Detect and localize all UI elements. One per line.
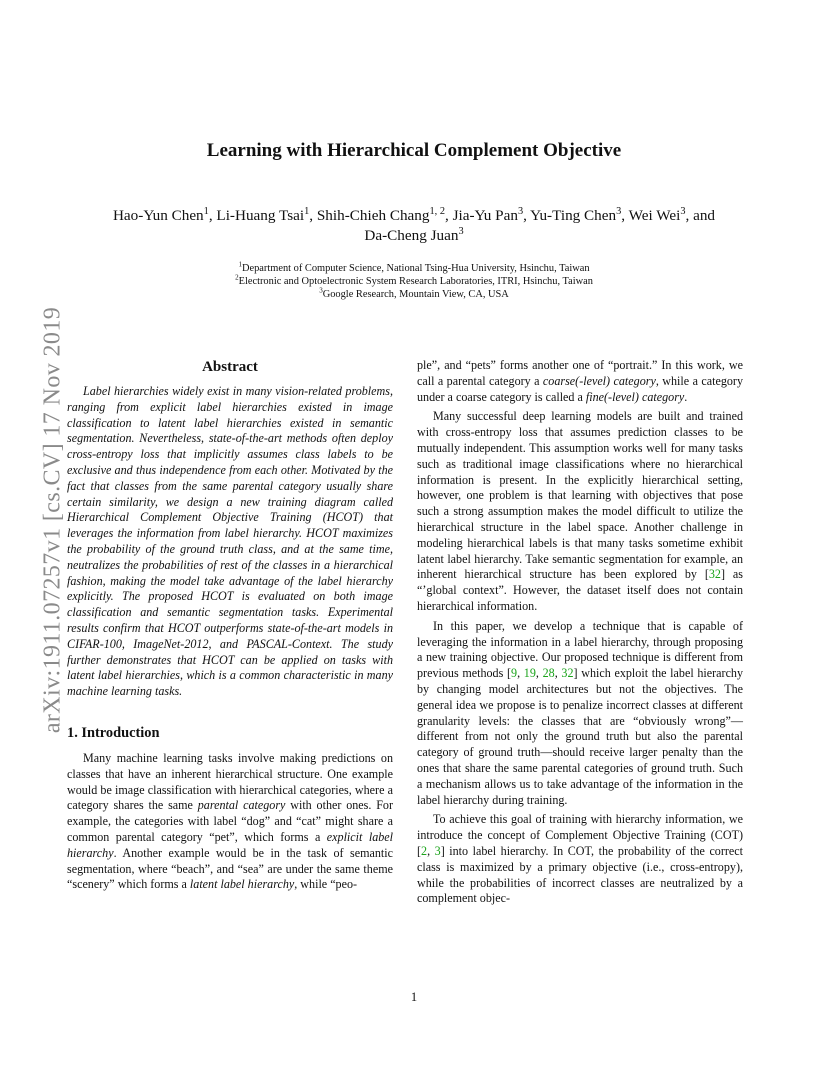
body-paragraph — [417, 619, 743, 809]
text-run: To achieve this goal of training with hierarchy information, we introduce the concept of Complement Objective Training (COT) [ — [417, 812, 743, 858]
intro-paragraph — [67, 751, 393, 893]
emphasis: parental category — [197, 798, 286, 813]
text-run: ple”, and “pets” forms another one of “portrait.” In this work, we call a parental category a — [417, 358, 743, 388]
text-run: Many machine learning tasks involve making predictions on classes that have an inherent hierarchical structure. One example would be image classification with hierarchical categories, where a category shares the same — [67, 750, 393, 813]
author-name: Yu-Ting Chen — [530, 207, 617, 224]
body-paragraph — [417, 812, 743, 907]
text-run: ] which exploit the label hierarchy by changing model architectures but not the objectives. The general idea we propose is to penalize incorrect classes at different granularity levels: the classes that are “obviously wrong”—different from not only the ground truth but also the parental category of ground truth—should receive larger penalty than the ones that share the same parental categories of ground truth. Such a mechanism allows us to take advantage of the information in the label hierarchy during training. — [417, 666, 744, 807]
body-paragraph — [417, 358, 743, 405]
author-name: Hao-Yun Chen — [112, 207, 204, 224]
author-affiliation-mark: 1 — [304, 205, 310, 217]
text-run: In this paper, we develop a technique that is capable of leveraging the information in a label hierarchy, through proposing a new training objective. Our proposed technique is different from previous methods [ — [417, 618, 743, 681]
right-column — [417, 358, 743, 911]
author-affiliation-mark: 3 — [680, 205, 686, 217]
text-run: , — [535, 666, 543, 681]
author-affiliation-mark: 3 — [458, 225, 464, 237]
emphasis: latent label hierarchy — [189, 877, 295, 892]
text-run: ] into label hierarchy. In COT, the probability of the correct class is maximized by a primary objective (i.e., cross-entropy), while the probabilities of incorrect classes are neutralized by a complement objec- — [417, 843, 744, 906]
citation-link[interactable]: 2 — [421, 843, 428, 858]
affiliation-line — [80, 288, 748, 301]
citation-link[interactable]: 3 — [434, 843, 441, 858]
arxiv-identifier-text: arXiv:1911.07257v1 [cs.CV] 17 Nov 2019 — [39, 306, 66, 734]
author-affiliation-mark: 1 — [203, 205, 209, 217]
text-run: , while a category under a coarse category is called a — [417, 373, 743, 404]
abstract-text: Label hierarchies widely exist in many vision-related problems, ranging from explicit label hierarchies existed in image classification to latent label hierarchies existed in semantic segmentation. Nevertheless, state-of-the-art methods often deploy cross-entropy loss that implicitly assumes class labels to be exclusive and thus independence from each other. Motivated by the fact that classes from the same parental category usually share certain similarity, we design a new training diagram called Hierarchical Complement Objective Training (HCOT) that leverages the information from label hierarchy. HCOT maximizes the probability of the ground truth class, and at the same time, neutralizes the probabilities of rest of the classes in a hierarchical fashion, making the model take advantage of the label hierarchy explicitly. The proposed HCOT is evaluated on both image classification and semantic segmentation tasks. Experimental results confirm that HCOT outperforms state-of-the-art models in CIFAR-100, ImageNet-2012, and PASCAL-Context. The study further demonstrates that HCOT can be applied on tasks with latent label hierarchies, which is a common characteristic in many machine learning tasks. — [67, 384, 393, 699]
citation-link[interactable]: 28 — [542, 666, 555, 681]
text-run: , while “peo- — [294, 877, 358, 892]
arxiv-identifier — [38, 280, 68, 760]
emphasis: coarse(-level) category — [542, 373, 656, 388]
author-name: Wei Wei — [628, 207, 681, 224]
affiliations — [80, 262, 748, 301]
author-name: Da-Cheng Juan — [364, 227, 459, 244]
affiliation-line — [80, 262, 748, 275]
affiliation-mark: 3 — [319, 286, 323, 295]
body-paragraph — [417, 409, 743, 614]
citation-link[interactable]: 9 — [511, 666, 518, 681]
text-run: . Another example would be in the task of semantic segmentation, where “beach”, and “sea” are under the same theme “scenery” which forms a — [67, 845, 393, 892]
introduction-heading: 1. Introduction — [67, 724, 160, 741]
affiliation-text: Electronic and Optoelectronic System Research Laboratories, ITRI, Hsinchu, Taiwan — [238, 276, 593, 287]
text-run: . — [684, 389, 688, 404]
affiliation-text: Department of Computer Science, National Tsing-Hua University, Hsinchu, Taiwan — [242, 263, 590, 274]
page-number: 1 — [410, 990, 418, 1004]
affiliation-mark: 1 — [238, 260, 242, 269]
text-run: , — [554, 666, 562, 681]
citation-link[interactable]: 32 — [708, 567, 721, 582]
abstract-heading: Abstract — [202, 359, 258, 375]
left-column — [67, 358, 393, 897]
author-list: Hao-Yun Chen$^1$, Li-Huang Tsai$^1$, Shih-Chieh Chang$^{1, 2}$, Jia-Yu Pan$^3$, Yu-Ting Chen$^3$, Wei Wei$^3$, and Da-Cheng Juan$^3$ — [112, 205, 716, 244]
author-affiliation-mark: 1, 2 — [429, 205, 445, 217]
citation-link[interactable]: 19 — [523, 666, 536, 681]
affiliation-line — [80, 275, 748, 288]
text-run: Many successful deep learning models are built and trained with cross-entropy loss that assumes prediction classes to be mutually independent. This assumption works well for many tasks such as traditional image classifications where no hierarchical information is present. In the explicitly hierarchical setting, however, one problem is that learning with objectives that pose such a strong assumption makes the model difficult to utilize the hierarchical structure in the label space. Another challenge in modeling hierarchical labels is that many tasks sometime exhibit latent label hierarchy. Take semantic segmentation for example, an inherent hierarchical structure has been explored by [ — [417, 409, 743, 582]
author-affiliation-mark: 3 — [616, 205, 622, 217]
author-name: Li-Huang Tsai — [216, 207, 305, 224]
text-run: , — [427, 843, 435, 858]
text-run: ] as “’global context”. However, the dataset itself does not contain hierarchical information. — [417, 567, 743, 613]
emphasis: explicit label hierarchy — [67, 829, 394, 860]
text-run: with other ones. For example, the categories with label “dog” and “cat” might share a common parental category “pet”, which forms a — [67, 798, 394, 844]
author-conjunction: , and — [685, 207, 716, 224]
emphasis: fine(-level) category — [585, 389, 685, 404]
affiliation-text: Google Research, Mountain View, CA, USA — [322, 289, 509, 300]
author-name: Shih-Chieh Chang — [316, 207, 430, 224]
citation-link[interactable]: 32 — [561, 666, 574, 681]
text-run: , — [517, 666, 524, 681]
paper-title: Learning with Hierarchical Complement Objective — [206, 140, 622, 161]
author-affiliation-mark: 3 — [517, 205, 524, 217]
affiliation-mark: 2 — [235, 273, 239, 282]
author-name: Jia-Yu Pan — [452, 207, 518, 224]
